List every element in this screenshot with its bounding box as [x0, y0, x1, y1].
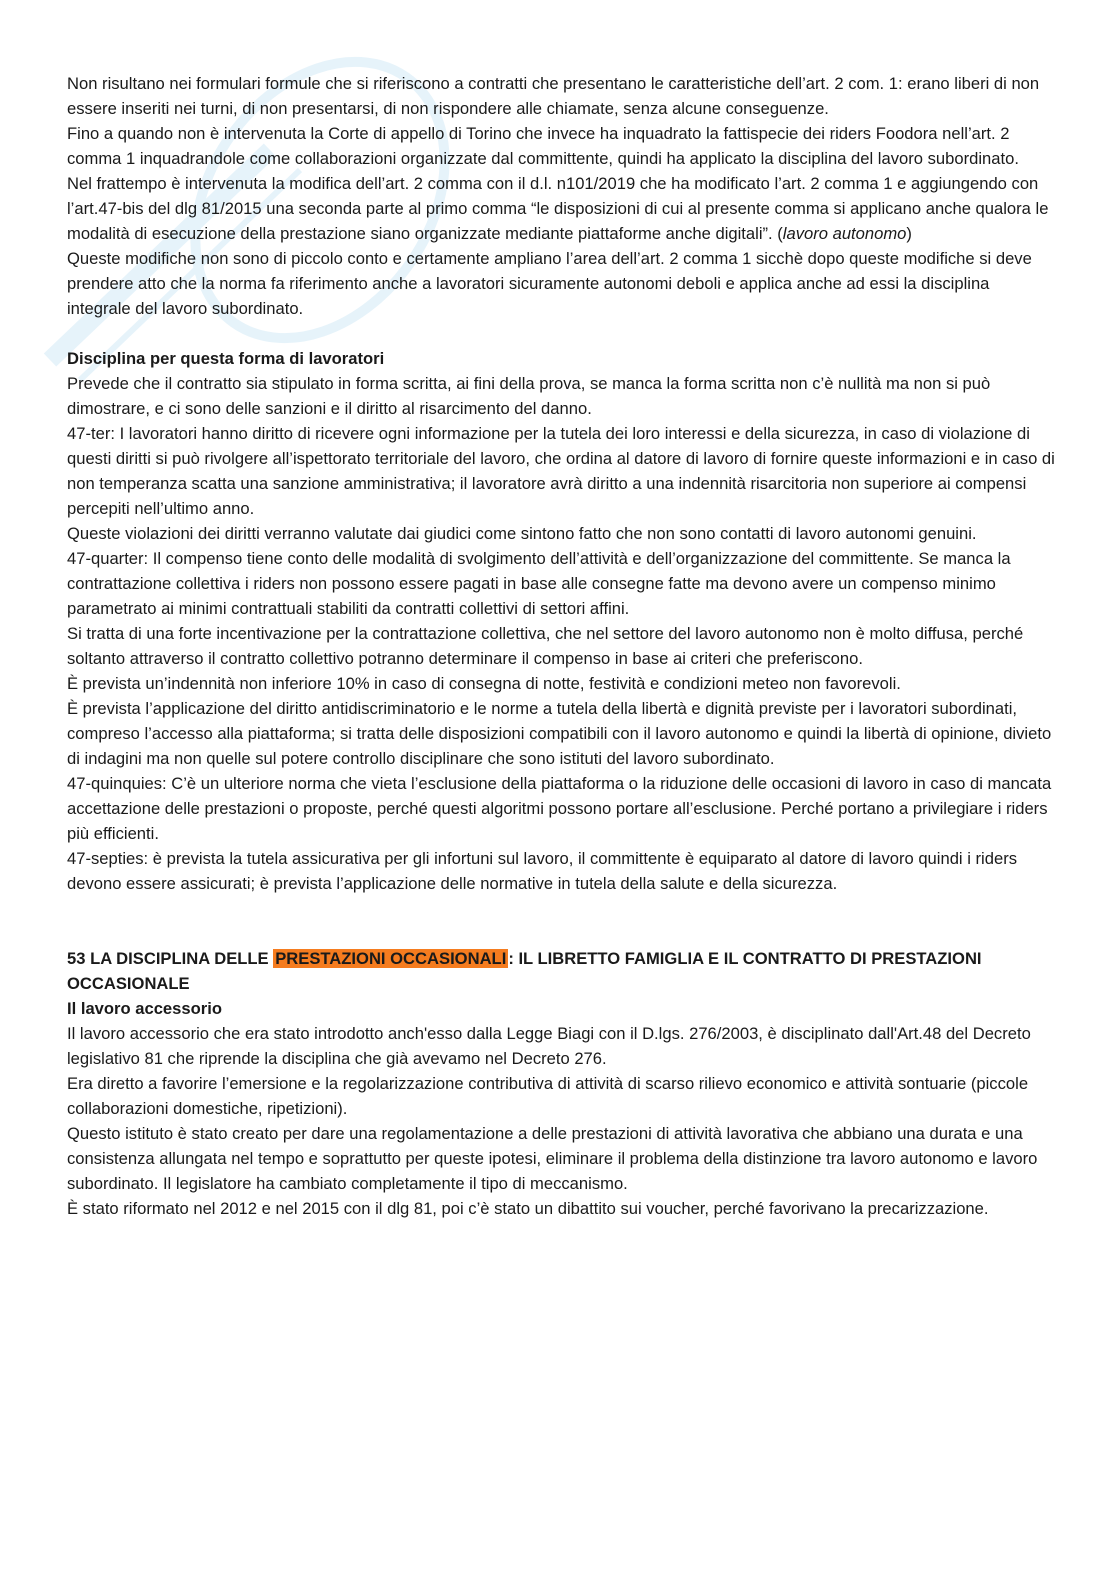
paren-close: ) — [906, 224, 912, 243]
section-title — [67, 946, 1057, 996]
italic-note: lavoro autonomo — [782, 224, 907, 243]
paragraph: Queste violazioni dei diritti verranno valutate dai giudici come sintono fatto che non sono contatti di lavoro autonomi genuini. — [67, 524, 977, 543]
subheading-disciplina: Disciplina per questa forma di lavoratori — [67, 349, 385, 368]
paragraph: Questo istituto è stato creato per dare una regolamentazione a delle prestazioni di attività lavorativa che abbiano una durata e una consistenza allungata nel tempo e soprattutto per queste ipotesi, eliminare il problema della distinzione tra lavoro autonomo e lavoro subordinato. Il legislatore ha cambiato completamente il tipo di meccanismo. — [67, 1124, 1038, 1193]
paragraph: È stato riformato nel 2012 e nel 2015 con il dlg 81, poi c’è stato un dibattito sui voucher, perché favorivano la precarizzazione. — [67, 1199, 989, 1218]
paragraph: Non risultano nei formulari formule che si riferiscono a contratti che presentano le caratteristiche dell’art. 2 com. 1: erano liberi di non essere inseriti nei turni, di non presentarsi, di non rispondere alle chiamate, senza alcune conseguenze. — [67, 74, 1040, 118]
section-title-before: 53 LA DISCIPLINA DELLE — [67, 949, 274, 968]
section-title-highlight: PRESTAZIONI OCCASIONALI — [275, 949, 507, 968]
paragraph: Prevede che il contratto sia stipulato in forma scritta, ai fini della prova, se manca la forma scritta non c’è nullità ma non si può dimostrare, e ci sono delle sanzioni e il diritto al risarcimento del danno. — [67, 374, 991, 418]
paragraph: È prevista l’applicazione del diritto antidiscriminatorio e le norme a tutela della libertà e dignità previste per i lavoratori subordinati, compreso l’accesso alla piattaforma; si tratta delle disposizioni compatibili con il lavoro autonomo e quindi la libertà di opinione, divieto di indagini ma non quelle sul potere controllo disciplinare che sono istituti del lavoro subordinato. — [67, 699, 1052, 768]
paragraph: Era diretto a favorire l’emersione e la regolarizzazione contributiva di attività di scarso rilievo economico e attività sontuarie (piccole collaborazioni domestiche, ripetizioni). — [67, 1074, 1029, 1118]
section-title-after: : IL LIBRETTO FAMIGLIA E IL CONTRATTO DI PRESTAZIONI OCCASIONALE — [67, 949, 982, 993]
paragraph: Queste modifiche non sono di piccolo conto e certamente ampliano l’area dell’art. 2 comma 1 sicchè dopo queste modifiche si deve prendere atto che la norma fa riferimento anche a lavoratori sicuramente autonomi deboli e applica anche ad essi la disciplina integrale del lavoro subordinato. — [67, 249, 1032, 318]
paragraph: 47-quinquies: C’è un ulteriore norma che vieta l’esclusione della piattaforma o la riduzione delle occasioni di lavoro in caso di mancata accettazione delle prestazioni o proposte, perché questi algoritmi possono portare all’esclusione. Perché portano a privilegiare i riders più efficienti. — [67, 774, 1052, 843]
paragraph: Il lavoro accessorio che era stato introdotto anch'esso dalla Legge Biagi con il D.lgs. 276/2003, è disciplinato dall'Art.48 del Decreto legislativo 81 che riprende la disciplina che già avevamo nel Decreto 276. — [67, 1024, 1031, 1068]
paragraph: Fino a quando non è intervenuta la Corte di appello di Torino che invece ha inquadrato la fattispecie dei riders Foodora nell’art. 2 comma 1 inquadrandole come collaborazioni organizzate dal committente, quindi ha applicato la disciplina del lavoro subordinato. — [67, 124, 1019, 168]
paragraph: 47-quarter: Il compenso tiene conto delle modalità di svolgimento dell’attività e dell’organizzazione del committente. Se manca la contrattazione collettiva i riders non possono essere pagati in base alle consegne fatte ma devono avere un compenso minimo parametrato ai minimi contrattuali stabiliti da contratti collettivi di settori affini. — [67, 549, 1011, 618]
paragraph — [67, 171, 1057, 246]
paragraph-text: Nel frattempo è intervenuta la modifica dell’art. 2 comma con il d.l. n101/2019 che ha modificato l’art. 2 comma 1 e aggiungendo con l’art.47-bis del dlg 81/2015 una seconda parte al primo comma “le disposizioni di cui al presente comma si applicano anche qualora le modalità di esecuzione della prestazione siano organizzate mediante piattaforme anche digitali”. ( — [67, 174, 1049, 243]
paragraph: È prevista un’indennità non inferiore 10% in caso di consegna di notte, festività e condizioni meteo non favorevoli. — [67, 674, 901, 693]
paragraph: Si tratta di una forte incentivazione per la contrattazione collettiva, che nel settore del lavoro autonomo non è molto diffusa, perché soltanto attraverso il contratto collettivo potranno determinare il compenso in base ai criteri che preferiscono. — [67, 624, 1024, 668]
paragraph: 47-ter: I lavoratori hanno diritto di ricevere ogni informazione per la tutela dei loro interessi e della sicurezza, in caso di violazione di questi diritti si può rivolgere all’ispettorato territoriale del lavoro, che ordina al datore di lavoro di fornire queste informazioni e in caso di non temperanza scatta una sanzione amministrativa; il lavoratore avrà diritto a una indennità risarcitoria non superiore ai compensi percepiti nell’ultimo anno. — [67, 424, 1055, 518]
paragraph: 47-septies: è prevista la tutela assicurativa per gli infortuni sul lavoro, il committente è equiparato al datore di lavoro quindi i riders devono essere assicurati; è prevista l’applicazione delle normative in tutela della salute e della sicurezza. — [67, 849, 1018, 893]
document-page — [67, 71, 1057, 1221]
subheading-accessorio: Il lavoro accessorio — [67, 999, 222, 1018]
